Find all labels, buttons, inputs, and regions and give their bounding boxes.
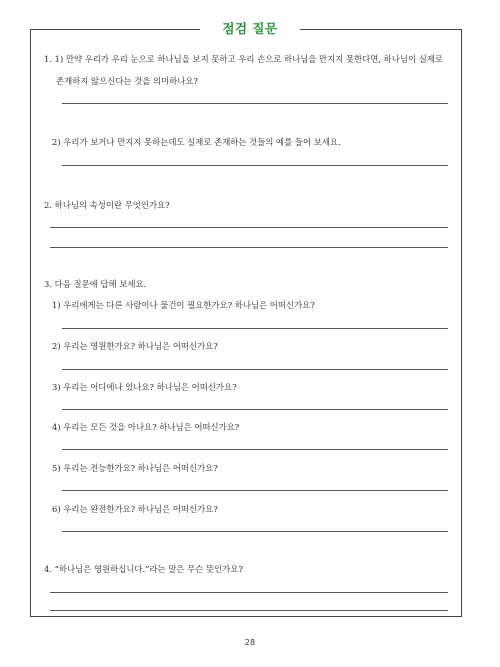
answer-line-1-1[interactable] — [62, 103, 448, 104]
page-title — [0, 21, 500, 37]
question-1-part-2: 2) 우리가 보거나 만지지 못하는데도 실제로 존재하는 것들의 예를 들어 보세요. — [52, 137, 341, 147]
question-3-item-5: 5) 우리는 전능한가요? 하나님은 어떠신가요? — [52, 463, 218, 473]
question-2: 2. 하나님의 속성이란 무엇인가요? — [44, 200, 170, 210]
question-3-item-2: 2) 우리는 영원한가요? 하나님은 어떠신가요? — [52, 341, 218, 351]
answer-line-4-a[interactable] — [50, 592, 448, 593]
answer-line-3-6[interactable] — [62, 531, 448, 532]
answer-line-2-b[interactable] — [50, 247, 448, 248]
question-1-part-1-line-2: 존재하지 않으신다는 것을 의미하나요? — [56, 76, 198, 86]
answer-line-1-2[interactable] — [62, 165, 448, 166]
question-3-item-6: 6) 우리는 완전한가요? 하나님은 어떠신가요? — [52, 504, 218, 514]
page-title-text: 점검 질문 — [200, 21, 299, 36]
answer-line-4-b[interactable] — [50, 610, 448, 611]
answer-line-2-a[interactable] — [50, 227, 448, 228]
answer-line-3-2[interactable] — [62, 369, 448, 370]
worksheet-frame — [30, 29, 462, 617]
answer-line-3-3[interactable] — [62, 409, 448, 410]
page-number: 28 — [244, 638, 256, 647]
answer-line-3-1[interactable] — [62, 328, 448, 329]
question-3-intro: 3. 다음 질문에 답해 보세요. — [44, 279, 147, 289]
question-3-item-1: 1) 우리에게는 다른 사람이나 물건이 필요한가요? 하나님은 어떠신가요? — [52, 300, 315, 310]
question-3-item-4: 4) 우리는 모든 것을 아나요? 하나님은 어떠신가요? — [52, 422, 240, 432]
question-3-item-3: 3) 우리는 어디에나 있나요? 하나님은 어떠신가요? — [52, 382, 237, 392]
question-4: 4. “하나님은 영원하십니다.”라는 말은 무슨 뜻인가요? — [44, 564, 243, 574]
answer-line-3-4[interactable] — [62, 449, 448, 450]
answer-line-3-5[interactable] — [62, 490, 448, 491]
question-1-part-1-line-1: 1. 1) 만약 우리가 우리 눈으로 하나님을 보지 못하고 우리 손으로 하나님을 만지지 못한다면, 하나님이 실제로 — [44, 54, 443, 64]
